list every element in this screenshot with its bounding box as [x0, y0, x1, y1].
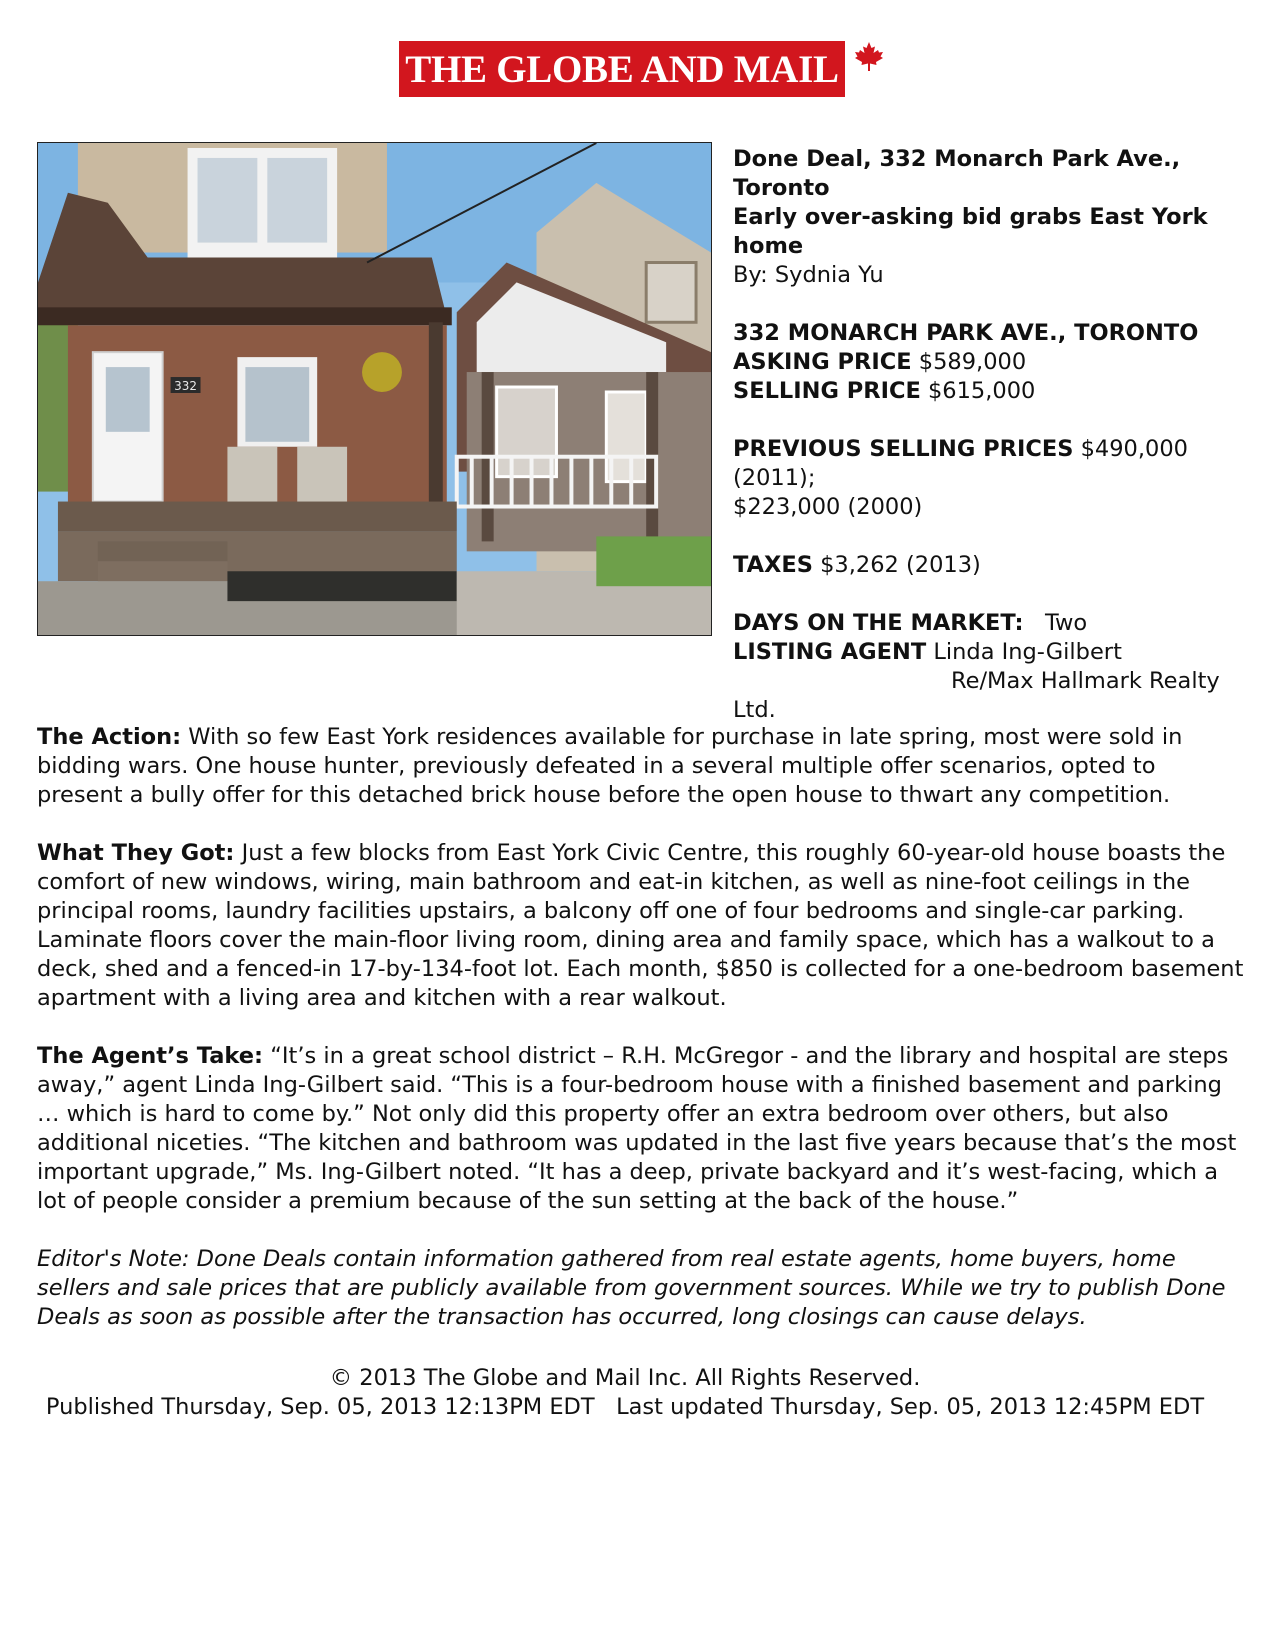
- selling-price-value: $615,000: [927, 378, 1036, 404]
- paragraph-action: [37, 723, 1247, 810]
- got-label: What They Got:: [37, 840, 235, 866]
- got-text: Just a few blocks from East York Civic Centre, this roughly 60-year-old house boasts the comfort of new windows, wiring, main bathroom and eat-in kitchen, as well as nine-foot ceilings in the principal rooms, laundry facilities upstairs, a balcony off one of four bedrooms and single-car parking. Laminate floors cover the main-floor living room, dining area and family space, which has a walkout to a deck, shed and a fenced-in 17-by-134-foot lot. Each month, $850 is collected for a one-bedroom basement apartment with a living area and kitchen with a rear walkout.: [37, 840, 1244, 1011]
- taxes-label: TAXES: [733, 552, 813, 578]
- footer: [0, 1364, 1250, 1422]
- masthead-title: THE GLOBE AND MAIL: [405, 47, 839, 91]
- action-label: The Action:: [37, 724, 182, 750]
- byline: By: Sydnia Yu: [733, 262, 884, 288]
- listing-agent: [733, 638, 1253, 667]
- days-on-market: [733, 609, 1253, 638]
- taxes-value: $3,262 (2013): [820, 552, 981, 578]
- take-label: The Agent’s Take:: [37, 1043, 264, 1069]
- take-text: “It’s in a great school district – R.H. McGregor - and the library and hospital are steps away,” agent Linda Ing-Gilbert said. “This is a four-bedroom house with a finished basement and parking … which is hard to come by.” Not only did this property offer an extra bedroom over others, but also additional niceties. “The kitchen and bathroom was updated in the last five years because that’s the most important upgrade,” Ms. Ing-Gilbert noted. “It has a deep, private backyard and it’s west-facing, which a lot of people consider a premium because of the sun setting at the back of the house.”: [37, 1043, 1237, 1214]
- headline: Done Deal, 332 Monarch Park Ave., Toronto: [733, 146, 1181, 201]
- paragraph-agents-take: [37, 1042, 1247, 1216]
- masthead-logo: [399, 41, 845, 97]
- subheadline: Early over-asking bid grabs East York home: [733, 204, 1208, 259]
- previous-price-2: $223,000 (2000): [733, 494, 923, 520]
- previous-price-1: $490,000 (2011);: [733, 436, 1188, 491]
- action-text: With so few East York residences available for purchase in late spring, most were sold in bidding wars. One house hunter, previously defeated in a several multiple offer scenarios, opted to present a bully offer for this detached brick house before the open house to thwart any competition.: [37, 724, 1183, 808]
- house-number-plaque: 332: [174, 379, 197, 393]
- previous-prices-label: PREVIOUS SELLING PRICES: [733, 436, 1074, 462]
- address: 332 MONARCH PARK AVE., TORONTO: [733, 320, 1199, 346]
- taxes: [733, 551, 1253, 580]
- article-body: [37, 723, 1247, 1361]
- agent-firm: Re/Max Hallmark Realty: [951, 668, 1220, 694]
- copyright: © 2013 The Globe and Mail Inc. All Rights Reserved.: [329, 1365, 921, 1391]
- listing-details: [733, 145, 1253, 725]
- agent-label: LISTING AGENT: [733, 639, 927, 665]
- paragraph-what-they-got: [37, 839, 1247, 1013]
- asking-price-value: $589,000: [918, 349, 1027, 375]
- agent-firm-suffix: Ltd.: [733, 697, 776, 723]
- published-info: Published Thursday, Sep. 05, 2013 12:13PM EDT Last updated Thursday, Sep. 05, 2013 12:45PM EDT: [45, 1394, 1205, 1420]
- agent-name: Linda Ing-Gilbert: [933, 639, 1122, 665]
- house-photo: [37, 142, 712, 636]
- maple-leaf-icon: [852, 40, 886, 74]
- days-label: DAYS ON THE MARKET:: [733, 610, 1024, 636]
- previous-prices: [733, 435, 1253, 493]
- asking-price: [733, 348, 1253, 377]
- selling-price-label: SELLING PRICE: [733, 378, 921, 404]
- asking-price-label: ASKING PRICE: [733, 349, 912, 375]
- days-value: Two: [1044, 610, 1088, 636]
- editors-note: Editor's Note: Done Deals contain information gathered from real estate agents, home buyers, home sellers and sale prices that are publicly available from government sources. While we try to publish Done Deals as soon as possible after the transaction has occurred, long closings can cause delays.: [37, 1246, 1226, 1330]
- selling-price: [733, 377, 1253, 406]
